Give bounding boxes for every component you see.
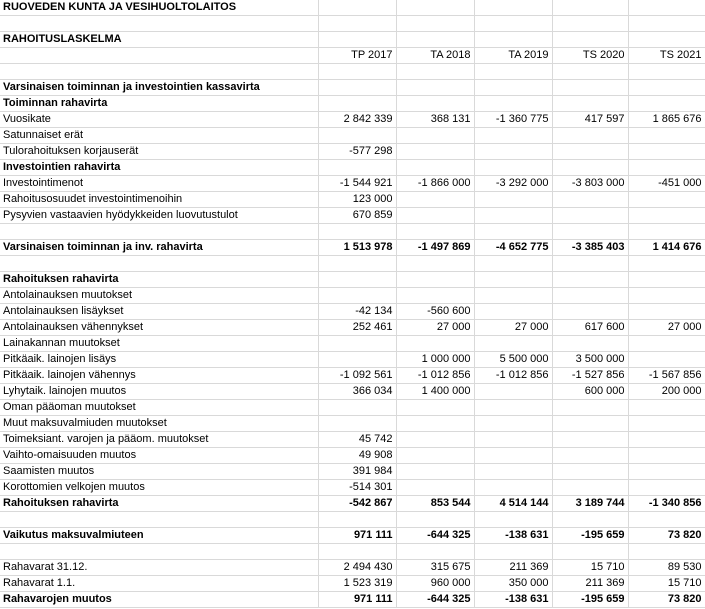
row-label[interactable]: Oman pääoman muutokset xyxy=(0,400,318,416)
report-subtitle[interactable]: RAHOITUSLASKELMA xyxy=(0,32,318,48)
value-cell[interactable] xyxy=(474,256,552,272)
value-cell[interactable]: 49 908 xyxy=(318,448,396,464)
value-cell[interactable] xyxy=(552,256,628,272)
value-cell[interactable] xyxy=(396,448,474,464)
row-label[interactable]: Rahoitusosuudet investointimenoihin xyxy=(0,192,318,208)
value-cell[interactable] xyxy=(628,464,705,480)
table-row xyxy=(0,352,705,368)
value-cell[interactable] xyxy=(474,272,552,288)
cell[interactable] xyxy=(396,32,474,48)
value-cell[interactable] xyxy=(552,80,628,96)
value-cell[interactable]: -514 301 xyxy=(318,480,396,496)
table-row xyxy=(0,160,705,176)
value-cell[interactable] xyxy=(628,400,705,416)
value-cell[interactable] xyxy=(552,480,628,496)
value-cell[interactable] xyxy=(474,480,552,496)
value-cell[interactable]: 3 189 744 xyxy=(552,496,628,512)
cell[interactable] xyxy=(628,16,705,32)
value-cell[interactable]: 2 494 430 xyxy=(318,560,396,576)
blank-row xyxy=(0,256,705,272)
value-cell[interactable]: -451 000 xyxy=(628,176,705,192)
value-cell[interactable]: 960 000 xyxy=(396,576,474,592)
cell[interactable] xyxy=(474,0,552,16)
blank-row xyxy=(0,16,705,32)
cell[interactable] xyxy=(318,0,396,16)
row-label[interactable]: Korottomien velkojen muutos xyxy=(0,480,318,496)
value-cell[interactable] xyxy=(474,464,552,480)
column-header[interactable]: TS 2021 xyxy=(628,48,705,64)
value-cell[interactable]: 45 742 xyxy=(318,432,396,448)
table-row xyxy=(0,240,705,256)
value-cell[interactable] xyxy=(552,544,628,560)
value-cell[interactable] xyxy=(396,544,474,560)
cell[interactable] xyxy=(474,32,552,48)
value-cell[interactable] xyxy=(396,160,474,176)
value-cell[interactable] xyxy=(628,416,705,432)
value-cell[interactable]: 1 414 676 xyxy=(628,240,705,256)
value-cell[interactable]: -1 497 869 xyxy=(396,240,474,256)
cell[interactable] xyxy=(0,48,318,64)
table-row xyxy=(0,384,705,400)
value-cell[interactable]: -138 631 xyxy=(474,592,552,608)
cell[interactable] xyxy=(0,64,318,80)
table-row xyxy=(0,320,705,336)
row-label[interactable]: Rahavarojen muutos xyxy=(0,592,318,608)
value-cell[interactable]: 1 523 319 xyxy=(318,576,396,592)
value-cell[interactable]: -1 012 856 xyxy=(396,368,474,384)
table-row xyxy=(0,592,705,608)
column-header[interactable]: TS 2020 xyxy=(552,48,628,64)
value-cell[interactable] xyxy=(628,448,705,464)
value-cell[interactable] xyxy=(318,96,396,112)
value-cell[interactable] xyxy=(628,304,705,320)
table-row xyxy=(0,80,705,96)
value-cell[interactable] xyxy=(628,160,705,176)
value-cell[interactable] xyxy=(628,96,705,112)
value-cell[interactable]: -4 652 775 xyxy=(474,240,552,256)
value-cell[interactable]: 315 675 xyxy=(396,560,474,576)
value-cell[interactable]: 27 000 xyxy=(474,320,552,336)
value-cell[interactable] xyxy=(628,288,705,304)
value-cell[interactable] xyxy=(552,400,628,416)
title-row xyxy=(0,0,705,16)
value-cell[interactable]: 2 842 339 xyxy=(318,112,396,128)
row-label[interactable]: Pitkäaik. lainojen lisäys xyxy=(0,352,318,368)
value-cell[interactable] xyxy=(552,208,628,224)
column-header-row xyxy=(0,48,705,64)
value-cell[interactable] xyxy=(628,80,705,96)
value-cell[interactable] xyxy=(628,272,705,288)
value-cell[interactable] xyxy=(396,432,474,448)
value-cell[interactable]: 350 000 xyxy=(474,576,552,592)
row-label[interactable]: Satunnaiset erät xyxy=(0,128,318,144)
row-label[interactable]: Lyhytaik. lainojen muutos xyxy=(0,384,318,400)
value-cell[interactable] xyxy=(396,192,474,208)
table-row xyxy=(0,448,705,464)
table-row xyxy=(0,96,705,112)
row-label[interactable]: Vaihto-omaisuuden muutos xyxy=(0,448,318,464)
value-cell[interactable]: -1 340 856 xyxy=(628,496,705,512)
value-cell[interactable] xyxy=(552,192,628,208)
value-cell[interactable]: 670 859 xyxy=(318,208,396,224)
row-label[interactable]: Toimeksiant. varojen ja pääom. muutokset xyxy=(0,432,318,448)
value-cell[interactable] xyxy=(628,128,705,144)
row-label[interactable]: Tulorahoituksen korjauserät xyxy=(0,144,318,160)
value-cell[interactable] xyxy=(552,144,628,160)
value-cell[interactable] xyxy=(552,512,628,528)
value-cell[interactable] xyxy=(396,464,474,480)
value-cell[interactable] xyxy=(318,272,396,288)
value-cell[interactable]: 366 034 xyxy=(318,384,396,400)
value-cell[interactable] xyxy=(628,480,705,496)
value-cell[interactable]: 211 369 xyxy=(474,560,552,576)
value-cell[interactable] xyxy=(318,512,396,528)
cell[interactable] xyxy=(628,64,705,80)
row-label[interactable]: Rahavarat 31.12. xyxy=(0,560,318,576)
value-cell[interactable] xyxy=(318,336,396,352)
value-cell[interactable]: 15 710 xyxy=(552,560,628,576)
value-cell[interactable] xyxy=(474,80,552,96)
value-cell[interactable] xyxy=(474,384,552,400)
table-row xyxy=(0,288,705,304)
row-label[interactable]: Varsinaisen toiminnan ja investointien kassavirta xyxy=(0,80,318,96)
value-cell[interactable]: 368 131 xyxy=(396,112,474,128)
value-cell[interactable] xyxy=(474,208,552,224)
table-row xyxy=(0,368,705,384)
value-cell[interactable] xyxy=(628,192,705,208)
value-cell[interactable] xyxy=(318,400,396,416)
row-label[interactable]: Antolainauksen muutokset xyxy=(0,288,318,304)
value-cell[interactable]: 3 500 000 xyxy=(552,352,628,368)
value-cell[interactable] xyxy=(552,224,628,240)
value-cell[interactable] xyxy=(628,432,705,448)
table-row xyxy=(0,496,705,512)
value-cell[interactable] xyxy=(396,512,474,528)
row-label[interactable] xyxy=(0,544,318,560)
table-row xyxy=(0,528,705,544)
table-row xyxy=(0,208,705,224)
table-row xyxy=(0,560,705,576)
cell[interactable] xyxy=(396,16,474,32)
value-cell[interactable]: 27 000 xyxy=(396,320,474,336)
value-cell[interactable] xyxy=(474,304,552,320)
value-cell[interactable]: 1 000 000 xyxy=(396,352,474,368)
value-cell[interactable] xyxy=(628,352,705,368)
table-row xyxy=(0,416,705,432)
table-row xyxy=(0,272,705,288)
value-cell[interactable] xyxy=(396,416,474,432)
value-cell[interactable] xyxy=(396,272,474,288)
value-cell[interactable]: -644 325 xyxy=(396,592,474,608)
value-cell[interactable] xyxy=(474,400,552,416)
value-cell[interactable]: 417 597 xyxy=(552,112,628,128)
table-row xyxy=(0,144,705,160)
row-label[interactable]: Saamisten muutos xyxy=(0,464,318,480)
value-cell[interactable] xyxy=(552,96,628,112)
value-cell[interactable] xyxy=(396,224,474,240)
table-row xyxy=(0,464,705,480)
value-cell[interactable]: 971 111 xyxy=(318,592,396,608)
value-cell[interactable]: 1 513 978 xyxy=(318,240,396,256)
row-label[interactable]: Antolainauksen vähennykset xyxy=(0,320,318,336)
value-cell[interactable]: -195 659 xyxy=(552,592,628,608)
value-cell[interactable]: 73 820 xyxy=(628,592,705,608)
value-cell[interactable] xyxy=(628,256,705,272)
cell[interactable] xyxy=(474,16,552,32)
subtitle-row xyxy=(0,32,705,48)
value-cell[interactable]: 971 111 xyxy=(318,528,396,544)
value-cell[interactable] xyxy=(396,96,474,112)
value-cell[interactable] xyxy=(474,160,552,176)
value-cell[interactable]: -3 803 000 xyxy=(552,176,628,192)
table-row xyxy=(0,336,705,352)
value-cell[interactable] xyxy=(628,544,705,560)
cell[interactable] xyxy=(318,32,396,48)
value-cell[interactable] xyxy=(474,544,552,560)
value-cell[interactable] xyxy=(318,80,396,96)
row-label[interactable] xyxy=(0,256,318,272)
blank-row xyxy=(0,544,705,560)
row-label[interactable] xyxy=(0,512,318,528)
row-label[interactable]: Toiminnan rahavirta xyxy=(0,96,318,112)
value-cell[interactable] xyxy=(552,272,628,288)
value-cell[interactable] xyxy=(552,304,628,320)
value-cell[interactable] xyxy=(628,512,705,528)
value-cell[interactable]: -138 631 xyxy=(474,528,552,544)
value-cell[interactable] xyxy=(552,128,628,144)
value-cell[interactable]: -1 866 000 xyxy=(396,176,474,192)
value-cell[interactable] xyxy=(552,432,628,448)
value-cell[interactable] xyxy=(318,224,396,240)
table-row xyxy=(0,192,705,208)
cell[interactable] xyxy=(396,0,474,16)
row-label[interactable]: Rahavarat 1.1. xyxy=(0,576,318,592)
value-cell[interactable]: 5 500 000 xyxy=(474,352,552,368)
value-cell[interactable]: -560 600 xyxy=(396,304,474,320)
value-cell[interactable]: 391 984 xyxy=(318,464,396,480)
value-cell[interactable]: -577 298 xyxy=(318,144,396,160)
value-cell[interactable]: 600 000 xyxy=(552,384,628,400)
column-header[interactable]: TA 2019 xyxy=(474,48,552,64)
value-cell[interactable] xyxy=(628,208,705,224)
value-cell[interactable]: -1 012 856 xyxy=(474,368,552,384)
cell[interactable] xyxy=(552,0,628,16)
value-cell[interactable] xyxy=(318,352,396,368)
value-cell[interactable]: -3 292 000 xyxy=(474,176,552,192)
row-label[interactable]: Varsinaisen toiminnan ja inv. rahavirta xyxy=(0,240,318,256)
blank-row xyxy=(0,224,705,240)
value-cell[interactable]: 853 544 xyxy=(396,496,474,512)
value-cell[interactable]: -542 867 xyxy=(318,496,396,512)
value-cell[interactable] xyxy=(396,208,474,224)
value-cell[interactable] xyxy=(318,160,396,176)
value-cell[interactable] xyxy=(552,416,628,432)
table-row xyxy=(0,112,705,128)
value-cell[interactable] xyxy=(474,288,552,304)
cell[interactable] xyxy=(396,64,474,80)
value-cell[interactable] xyxy=(552,464,628,480)
value-cell[interactable]: -42 134 xyxy=(318,304,396,320)
table-row xyxy=(0,304,705,320)
value-cell[interactable]: 4 514 144 xyxy=(474,496,552,512)
blank-row xyxy=(0,512,705,528)
row-label[interactable]: Antolainauksen lisäykset xyxy=(0,304,318,320)
value-cell[interactable] xyxy=(318,128,396,144)
value-cell[interactable]: -644 325 xyxy=(396,528,474,544)
row-label[interactable]: Lainakannan muutokset xyxy=(0,336,318,352)
cell[interactable] xyxy=(318,16,396,32)
value-cell[interactable] xyxy=(474,224,552,240)
row-label[interactable] xyxy=(0,224,318,240)
table-row xyxy=(0,432,705,448)
value-cell[interactable] xyxy=(474,432,552,448)
value-cell[interactable] xyxy=(396,288,474,304)
value-cell[interactable] xyxy=(318,416,396,432)
value-cell[interactable] xyxy=(318,288,396,304)
value-cell[interactable] xyxy=(474,336,552,352)
table-row xyxy=(0,480,705,496)
value-cell[interactable]: -1 092 561 xyxy=(318,368,396,384)
value-cell[interactable]: 617 600 xyxy=(552,320,628,336)
value-cell[interactable] xyxy=(628,144,705,160)
value-cell[interactable] xyxy=(396,144,474,160)
row-label[interactable]: Pysyvien vastaavien hyödykkeiden luovutustulot xyxy=(0,208,318,224)
value-cell[interactable]: 89 530 xyxy=(628,560,705,576)
value-cell[interactable] xyxy=(474,512,552,528)
cell[interactable] xyxy=(474,64,552,80)
value-cell[interactable]: 252 461 xyxy=(318,320,396,336)
value-cell[interactable] xyxy=(474,144,552,160)
cell[interactable] xyxy=(628,32,705,48)
value-cell[interactable] xyxy=(552,288,628,304)
row-label[interactable]: Vuosikate xyxy=(0,112,318,128)
cell[interactable] xyxy=(552,32,628,48)
row-label[interactable]: Investointimenot xyxy=(0,176,318,192)
value-cell[interactable] xyxy=(628,336,705,352)
value-cell[interactable]: 211 369 xyxy=(552,576,628,592)
value-cell[interactable]: -1 360 775 xyxy=(474,112,552,128)
table-row xyxy=(0,400,705,416)
row-label[interactable]: Muut maksuvalmiuden muutokset xyxy=(0,416,318,432)
value-cell[interactable] xyxy=(474,96,552,112)
table-row xyxy=(0,576,705,592)
row-label[interactable]: Vaikutus maksuvalmiuteen xyxy=(0,528,318,544)
cell[interactable] xyxy=(552,64,628,80)
value-cell[interactable]: 15 710 xyxy=(628,576,705,592)
value-cell[interactable] xyxy=(396,80,474,96)
value-cell[interactable]: 1 400 000 xyxy=(396,384,474,400)
value-cell[interactable]: -3 385 403 xyxy=(552,240,628,256)
value-cell[interactable] xyxy=(552,336,628,352)
cell[interactable] xyxy=(318,64,396,80)
blank-row xyxy=(0,64,705,80)
table-row xyxy=(0,176,705,192)
row-label[interactable]: Rahoituksen rahavirta xyxy=(0,272,318,288)
value-cell[interactable] xyxy=(474,128,552,144)
table-row xyxy=(0,128,705,144)
value-cell[interactable] xyxy=(474,192,552,208)
value-cell[interactable] xyxy=(474,448,552,464)
cell[interactable] xyxy=(628,0,705,16)
value-cell[interactable]: 123 000 xyxy=(318,192,396,208)
value-cell[interactable]: -1 567 856 xyxy=(628,368,705,384)
value-cell[interactable]: -195 659 xyxy=(552,528,628,544)
cell[interactable] xyxy=(0,16,318,32)
value-cell[interactable] xyxy=(318,544,396,560)
value-cell[interactable] xyxy=(396,400,474,416)
row-label[interactable]: Pitkäaik. lainojen vähennys xyxy=(0,368,318,384)
row-label[interactable]: Investointien rahavirta xyxy=(0,160,318,176)
column-header[interactable]: TP 2017 xyxy=(318,48,396,64)
value-cell[interactable] xyxy=(628,224,705,240)
report-title[interactable]: RUOVEDEN KUNTA JA VESIHUOLTOLAITOS xyxy=(0,0,318,16)
value-cell[interactable] xyxy=(396,336,474,352)
value-cell[interactable]: -1 527 856 xyxy=(552,368,628,384)
value-cell[interactable] xyxy=(474,416,552,432)
value-cell[interactable]: -1 544 921 xyxy=(318,176,396,192)
value-cell[interactable] xyxy=(552,160,628,176)
value-cell[interactable] xyxy=(396,128,474,144)
value-cell[interactable] xyxy=(396,256,474,272)
value-cell[interactable] xyxy=(552,448,628,464)
value-cell[interactable] xyxy=(318,256,396,272)
value-cell[interactable] xyxy=(396,480,474,496)
value-cell[interactable]: 27 000 xyxy=(628,320,705,336)
column-header[interactable]: TA 2018 xyxy=(396,48,474,64)
row-label[interactable]: Rahoituksen rahavirta xyxy=(0,496,318,512)
value-cell[interactable]: 200 000 xyxy=(628,384,705,400)
cell[interactable] xyxy=(552,16,628,32)
value-cell[interactable]: 1 865 676 xyxy=(628,112,705,128)
value-cell[interactable]: 73 820 xyxy=(628,528,705,544)
